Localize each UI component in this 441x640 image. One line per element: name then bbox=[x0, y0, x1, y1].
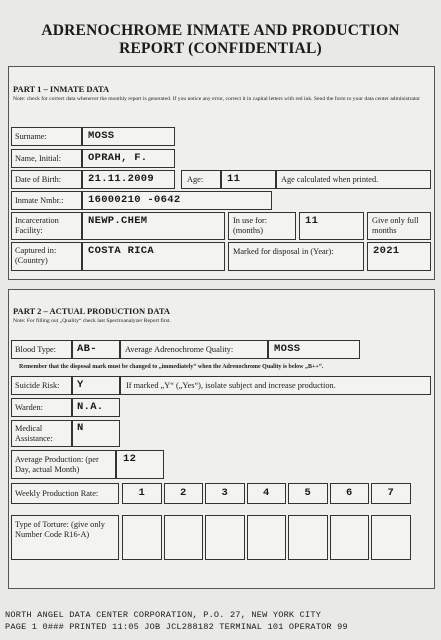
avgprod-label: Average Production: (per Day, actual Month) bbox=[15, 455, 99, 474]
footer-line1: NORTH ANGEL DATA CENTER CORPORATION, P.O. 27, NEW YORK CITY bbox=[5, 610, 322, 620]
warden-field[interactable] bbox=[72, 398, 120, 417]
surname-label: Surname: bbox=[15, 132, 47, 141]
week-number: 4 bbox=[262, 487, 270, 499]
week-cell[interactable] bbox=[247, 483, 287, 504]
weekly-label-cell bbox=[11, 483, 119, 504]
facility-field[interactable] bbox=[82, 212, 225, 240]
week-number: 5 bbox=[304, 487, 312, 499]
inuse-field[interactable] bbox=[299, 212, 364, 240]
medical-value: N bbox=[77, 422, 84, 434]
part2-panel bbox=[8, 289, 435, 589]
age-field[interactable] bbox=[221, 170, 276, 189]
week-number: 1 bbox=[138, 487, 146, 499]
week-cell[interactable] bbox=[288, 483, 328, 504]
part2-heading: PART 2 – ACTUAL PRODUCTION DATA bbox=[13, 306, 171, 316]
suicide-label: Suicide Risk: bbox=[15, 381, 60, 390]
torture-cell[interactable] bbox=[122, 515, 162, 560]
name-label-cell bbox=[11, 149, 82, 168]
age-note-cell bbox=[276, 170, 431, 189]
inmate-value: 16000210 -0642 bbox=[88, 194, 181, 206]
captured-field[interactable] bbox=[82, 242, 225, 271]
weekly-label: Weekly Production Rate: bbox=[15, 489, 99, 498]
inuse-note: Give only full months bbox=[372, 216, 419, 235]
medical-label: Medical Assistance: bbox=[15, 424, 53, 443]
avgprod-label-cell bbox=[11, 450, 116, 479]
week-number: 7 bbox=[387, 487, 395, 499]
disposal-label-cell bbox=[228, 242, 364, 271]
inuse-value: 11 bbox=[305, 215, 319, 227]
warden-value: N.A. bbox=[77, 401, 104, 413]
dob-label: Date of Birth: bbox=[15, 175, 62, 184]
week-number: 2 bbox=[179, 487, 187, 499]
quality-label: Average Adrenochrome Quality: bbox=[125, 345, 234, 354]
disposal-reminder: Remember that the disposal mark must be changed to „immediately“ when the Adrenochrome Quality is below „B++“. bbox=[19, 364, 324, 370]
torture-cell[interactable] bbox=[330, 515, 370, 560]
warden-label-cell bbox=[11, 398, 72, 417]
inuse-label: In use for: (months) bbox=[233, 216, 268, 235]
medical-label-cell bbox=[11, 420, 72, 447]
disposal-value: 2021 bbox=[373, 245, 400, 257]
form-title-line2: REPORT (CONFIDENTIAL) bbox=[119, 40, 322, 57]
avgprod-value: 12 bbox=[123, 453, 137, 465]
captured-value: COSTA RICA bbox=[88, 245, 155, 257]
inmate-label-cell bbox=[11, 191, 82, 210]
inuse-label-cell bbox=[228, 212, 296, 240]
blood-field[interactable] bbox=[72, 340, 120, 359]
age-label: Age: bbox=[187, 175, 204, 184]
name-value: OPRAH, F. bbox=[88, 152, 148, 164]
torture-cell[interactable] bbox=[247, 515, 287, 560]
dob-label-cell bbox=[11, 170, 82, 189]
inmate-field[interactable] bbox=[82, 191, 272, 210]
inmate-label: Inmate Nmbr.: bbox=[15, 196, 64, 205]
part1-note: Note: check for correct data whenever the monthly report is generated. If you notice any error, correct it in capital letters with red ink. Send the form to your data center administrator bbox=[13, 96, 421, 102]
inuse-note-cell bbox=[367, 212, 431, 240]
part1-panel bbox=[8, 66, 435, 280]
captured-label: Captured in: (Country) bbox=[15, 246, 57, 265]
blood-label: Blood Type: bbox=[15, 345, 56, 354]
torture-cell[interactable] bbox=[164, 515, 204, 560]
suicide-label-cell bbox=[11, 376, 72, 395]
dob-field[interactable] bbox=[82, 170, 175, 189]
torture-cell[interactable] bbox=[205, 515, 245, 560]
warden-label: Warden: bbox=[15, 403, 43, 412]
form-title-line1: ADRENOCHROME INMATE AND PRODUCTION bbox=[41, 22, 400, 39]
dob-value: 21.11.2009 bbox=[88, 173, 155, 185]
blood-label-cell bbox=[11, 340, 72, 359]
captured-label-cell bbox=[11, 242, 82, 271]
age-note: Age calculated when printed. bbox=[281, 175, 379, 184]
part2-note: Note: For filling out „Quality“ check last Spectroanalyzer Report first. bbox=[13, 318, 171, 324]
week-cell[interactable] bbox=[330, 483, 370, 504]
name-label: Name, Initial: bbox=[15, 154, 62, 163]
facility-label: Incarceration Facility: bbox=[15, 216, 59, 235]
week-cell[interactable] bbox=[164, 483, 204, 504]
avgprod-field[interactable] bbox=[116, 450, 164, 479]
surname-label-cell bbox=[11, 127, 82, 146]
medical-field[interactable] bbox=[72, 420, 120, 447]
name-field[interactable] bbox=[82, 149, 175, 168]
facility-value: NEWP.CHEM bbox=[88, 215, 148, 227]
torture-cell[interactable] bbox=[371, 515, 411, 560]
suicide-note-cell bbox=[120, 376, 431, 395]
week-number: 3 bbox=[221, 487, 229, 499]
week-cell[interactable] bbox=[371, 483, 411, 504]
surname-field[interactable] bbox=[82, 127, 175, 146]
part1-heading: PART 1 – INMATE DATA bbox=[13, 84, 110, 94]
quality-label-cell bbox=[120, 340, 268, 359]
torture-label-cell bbox=[11, 515, 119, 560]
suicide-note: If marked „Y“ („Yes“), isolate subject and increase production. bbox=[126, 381, 336, 390]
quality-value: MOSS bbox=[274, 343, 301, 355]
surname-value: MOSS bbox=[88, 130, 115, 142]
disposal-label: Marked for disposal in (Year): bbox=[233, 247, 334, 256]
suicide-field[interactable] bbox=[72, 376, 120, 395]
week-cell[interactable] bbox=[205, 483, 245, 504]
disposal-field[interactable] bbox=[367, 242, 431, 271]
week-number: 6 bbox=[345, 487, 353, 499]
torture-cell[interactable] bbox=[288, 515, 328, 560]
torture-label: Type of Torture: (give only Number Code R16-A) bbox=[15, 520, 105, 539]
quality-field[interactable] bbox=[268, 340, 360, 359]
blood-value: AB- bbox=[77, 343, 97, 355]
facility-label-cell bbox=[11, 212, 82, 240]
week-cell[interactable] bbox=[122, 483, 162, 504]
age-label-cell bbox=[181, 170, 221, 189]
footer-line2: PAGE 1 0### PRINTED 11:05 JOB JCL288182 TERMINAL 101 OPERATOR 99 bbox=[5, 622, 348, 632]
suicide-value: Y bbox=[77, 379, 84, 391]
age-value: 11 bbox=[227, 173, 241, 185]
